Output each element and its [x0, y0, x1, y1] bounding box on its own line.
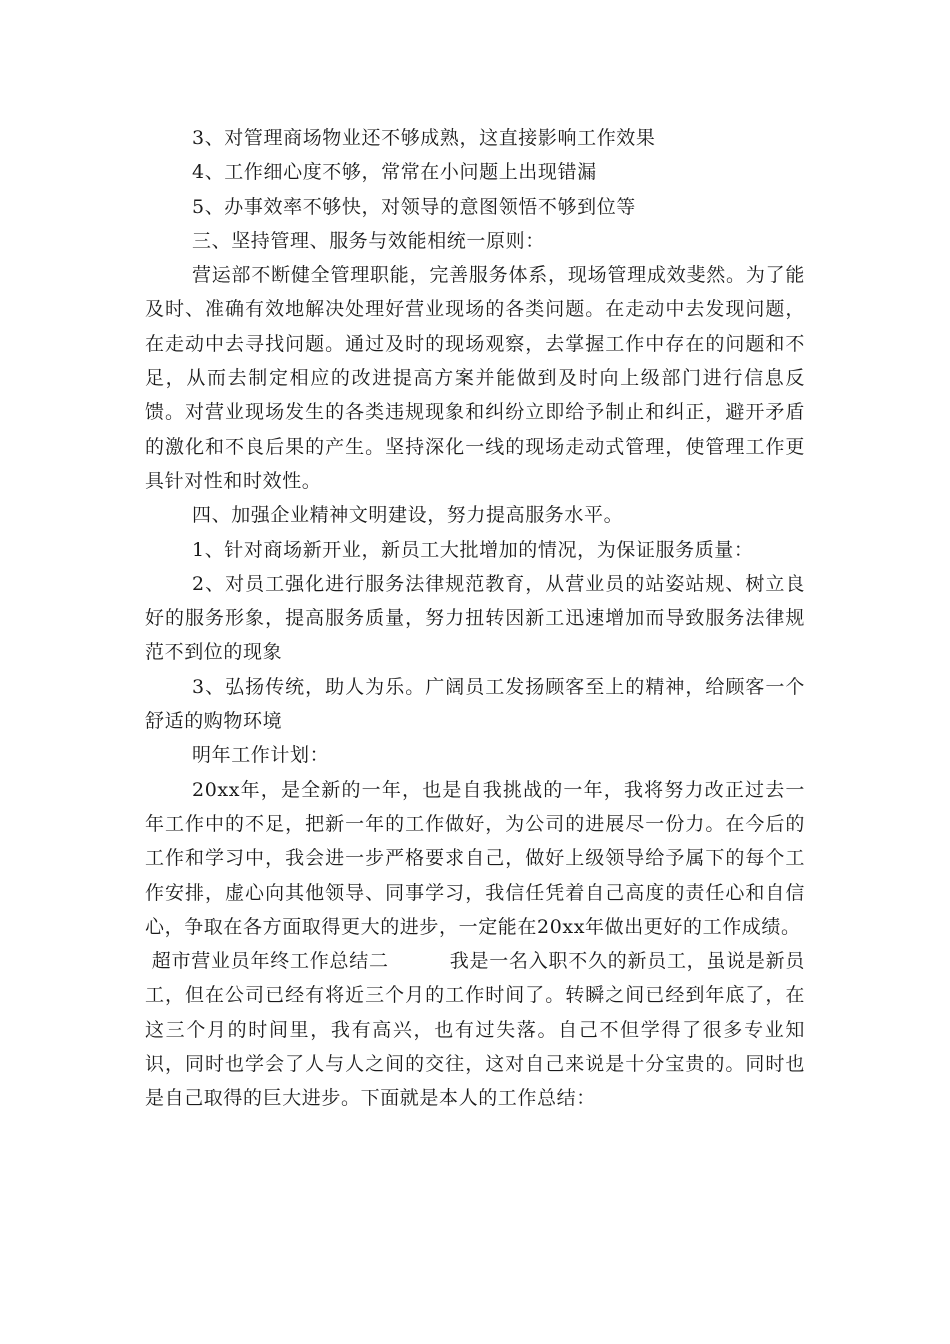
list-item-5: 5、办事效率不够快，对领导的意图领悟不够到位等 — [192, 195, 636, 218]
plan-heading: 明年工作计划： — [192, 744, 330, 767]
section-two-paragraph — [145, 944, 805, 1115]
section-heading-four: 四、加强企业精神文明建设，努力提高服务水平。 — [192, 504, 624, 527]
list-item-4: 4、工作细心度不够，常常在小问题上出现错漏 — [192, 161, 597, 184]
list-item-3: 3、对管理商场物业还不够成熟，这直接影响工作效果 — [192, 127, 656, 149]
paragraph-plan: 20xx年，是全新的一年，也是自我挑战的一年，我将努力改正过去一年工作中的不足，把新一年的工作做好，为公司的进展尽一份力。在今后的工作和学习中，我会进一步严格要求自己，做好上级领导给予属下的每个工作安排，虚心向其他领导、同事学习，我信任凭着自己高度的责任心和自信心，争取在各方面取得更大的进步，一定能在20xx年做出更好的工作成绩。 — [145, 778, 805, 938]
section-two-title-text: 超市营业员年终工作总结二 — [151, 950, 389, 973]
list-item-2: 2、对员工强化进行服务法律规范教育，从营业员的站姿站规、树立良好的服务形象，提高服务质量，努力扭转因新工迅速增加而导致服务法律规范不到位的现象 — [145, 572, 805, 664]
list-item-1: 1、针对商场新开业，新员工大批增加的情况，为保证服务质量： — [192, 538, 754, 561]
list-item-3b: 3、弘扬传统，助人为乐。广阔员工发扬顾客至上的精神，给顾客一个舒适的购物环境 — [145, 675, 805, 733]
section-two-title — [145, 950, 450, 972]
section-two-body: 我是一名入职不久的新员工，虽说是新员工，但在公司已经有将近三个月的工作时间了。转瞬之间已经到年底了，在这三个月的时间里，我有高兴，也有过失落。自己不但学得了很多专业知识，同时也学会了人与人之间的交往，这对自己来说是十分宝贵的。同时也是自己取得的巨大进步。下面就是本人的工作总结： — [145, 950, 805, 1110]
document-body — [145, 121, 805, 1116]
paragraph-operations: 营运部不断健全管理职能，完善服务体系，现场管理成效斐然。为了能及时、准确有效地解决处理好营业现场的各类问题。在走动中去发现问题，在走动中去寻找问题。通过及时的现场观察，去掌握工作中存在的问题和不足，从而去制定相应的改进提高方案并能做到及时向上级部门进行信息反馈。对营业现场发生的各类违规现象和纠纷立即给予制止和纠正，避开矛盾的激化和不良后果的产生。坚持深化一线的现场走动式管理，使管理工作更具针对性和时效性。 — [145, 264, 805, 492]
section-heading-three: 三、坚持管理、服务与效能相统一原则： — [192, 229, 545, 252]
